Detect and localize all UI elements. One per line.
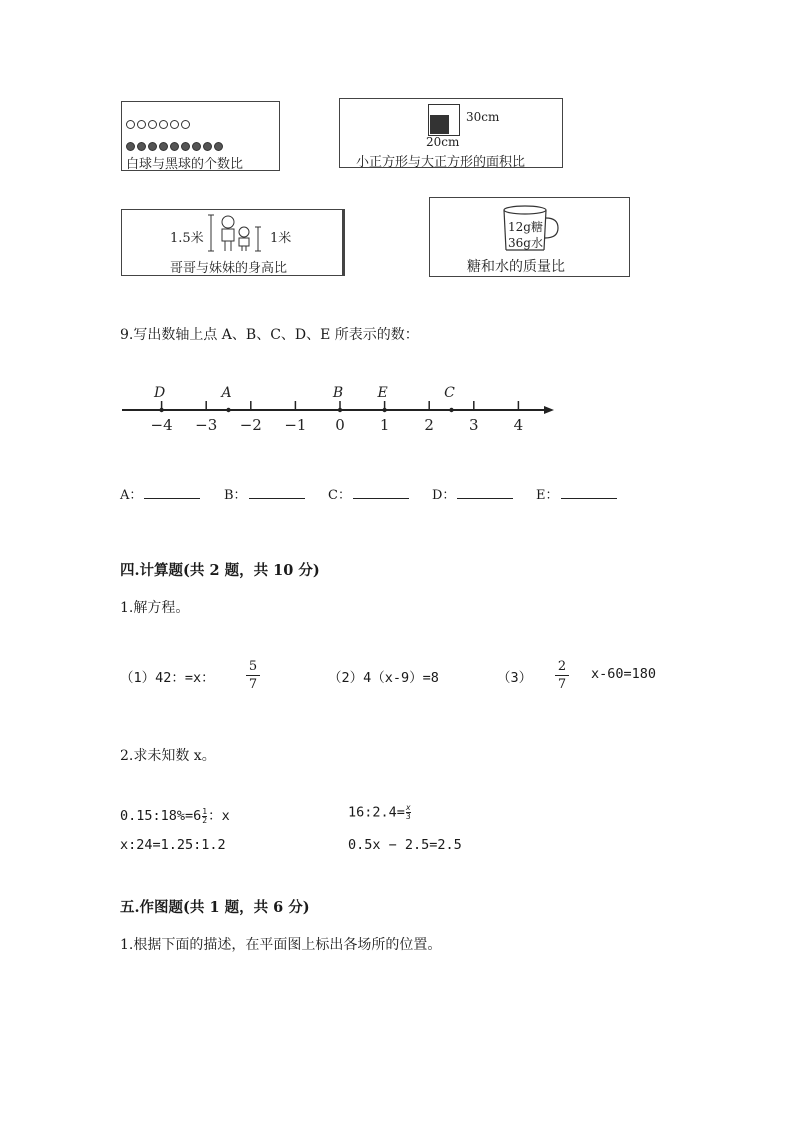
q9-title: 9.写出数轴上点 A、B、C、D、E 所表示的数： [120,327,419,343]
answer-a-label: A： [120,488,143,503]
black-ball [159,142,168,151]
squares-figure [339,98,563,168]
number-line [110,378,570,438]
sugar-label: 12g糖 [508,220,543,234]
answer-c-blank[interactable] [353,486,409,499]
answer-c-label: C： [328,488,351,503]
tick-label: 2 [424,416,434,434]
white-ball [137,120,146,129]
white-ball [126,120,135,129]
white-ball [181,120,190,129]
eqa-left: 0.15:18%=6 [120,808,202,824]
white-ball [159,120,168,129]
sister-height-label: 1米 [270,231,292,246]
black-ball [203,142,212,151]
eq1-frac-bar [246,675,260,676]
tick-label: 1 [379,416,390,434]
answer-e[interactable] [536,484,617,503]
equation-a [120,804,230,825]
point-e-label: E [377,385,388,401]
eq1-frac-den: 7 [248,677,258,692]
point-a-label: A [221,385,232,401]
equation-2: （2）4（x-9）=8 [328,670,439,686]
answer-d-blank[interactable] [457,486,513,499]
answer-d-label: D： [432,488,456,503]
point-e-dot [382,408,386,412]
children-illustration [206,213,266,253]
eqa-fraction [202,808,207,825]
white-balls-row [126,114,192,133]
point-a-dot [226,408,230,412]
answer-e-blank[interactable] [561,486,617,499]
point-c-label: C [444,385,455,401]
equation-c: x:24=1.25:1.2 [120,837,226,853]
section5-title: 五.作图题(共 1 题，共 6 分) [120,899,310,916]
answer-b[interactable] [224,484,305,503]
tick-label: 3 [469,416,479,434]
s4-p1-title: 1.解方程。 [120,600,190,616]
eqa-right: ：x [208,808,230,824]
eqb-frac-num: x [405,803,411,812]
equation-1-fraction [246,659,260,692]
number-line-arrow [544,406,554,414]
answer-a[interactable] [120,484,200,503]
black-ball [192,142,201,151]
point-d-dot [159,408,163,412]
water-label: 36g水 [508,236,543,250]
s4-p2-title: 2.求未知数 x。 [120,748,216,764]
side-length-label: 30cm [466,110,500,124]
answer-d[interactable] [432,484,513,503]
equation-d: 0.5x − 2.5=2.5 [348,837,462,853]
equation-b [348,804,412,821]
black-ball [126,142,135,151]
eqa-frac-den: 2 [202,815,208,825]
tick-label: 0 [335,416,345,434]
large-square [428,104,460,136]
eqb-frac-den: 3 [405,812,411,821]
small-square [430,115,449,134]
brother-height-label: 1.5米 [170,231,204,246]
bottom-length-label: 20cm [426,135,460,149]
black-ball [170,142,179,151]
point-b-dot [338,408,342,412]
white-ball [170,120,179,129]
tick-label: 4 [513,416,524,434]
point-c-dot [449,408,453,412]
squares-caption: 小正方形与大正方形的面积比 [356,155,526,170]
black-ball [137,142,146,151]
section4-title: 四.计算题(共 2 题，共 10 分) [120,562,320,579]
point-d-label: D [153,385,166,401]
black-ball [214,142,223,151]
cup-figure [429,197,630,277]
heights-figure [121,209,345,276]
point-b-label: B [332,385,344,401]
eqb-fraction [406,804,411,821]
balls-caption: 白球与黑球的个数比 [126,157,244,172]
heights-caption: 哥哥与妹妹的身高比 [170,261,288,276]
eq3-frac-den: 7 [557,677,567,692]
tick-label: −4 [150,416,173,434]
tick-label: −1 [284,416,307,434]
eq3-frac-bar [555,675,569,676]
balls-figure [121,101,280,171]
answer-b-label: B： [224,488,247,503]
eq1-frac-num: 5 [248,659,258,674]
equation-1-left: （1）42：=x： [120,670,215,686]
q9-answers [120,484,640,504]
black-ball [148,142,157,151]
white-ball [148,120,157,129]
tick-label: −3 [195,416,218,434]
s5-p1-title: 1.根据下面的描述，在平面图上标出各场所的位置。 [120,937,442,953]
answer-c[interactable] [328,484,409,503]
eq3-frac-num: 2 [557,659,567,674]
tick-label: −2 [239,416,262,434]
eqb-left: 16:2.4= [348,804,405,821]
answer-e-label: E： [536,488,559,503]
equation-3-fraction [555,659,569,692]
answer-a-blank[interactable] [144,486,200,499]
black-ball [181,142,190,151]
eqa-frac-num: 1 [202,806,208,816]
equation-3-left: （3） [497,670,533,686]
cup-caption: 糖和水的质量比 [467,259,565,275]
equation-3-right: x-60=180 [591,666,657,682]
answer-b-blank[interactable] [249,486,305,499]
